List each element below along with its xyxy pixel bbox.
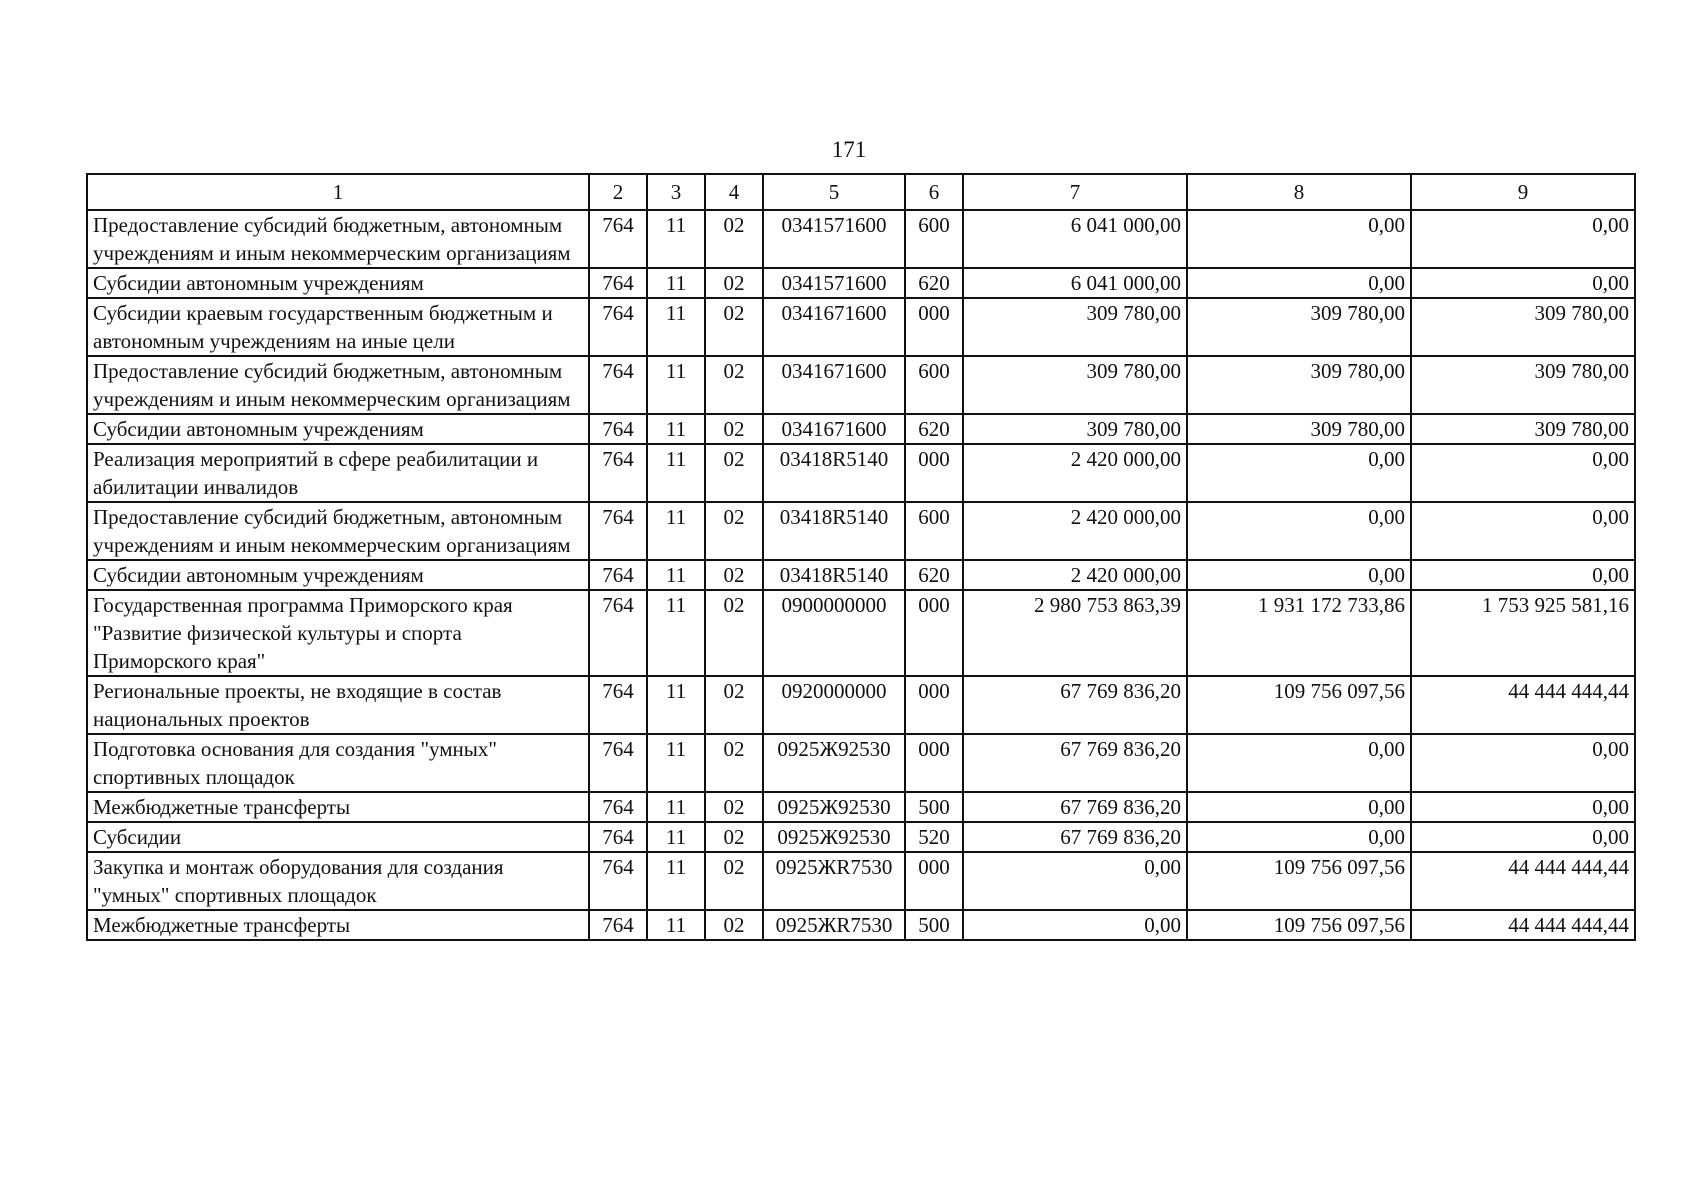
- row-amount-c9: 44 444 444,44: [1411, 852, 1635, 910]
- row-code-c5: 03418R5140: [763, 560, 905, 590]
- row-code-c5: 0925Ж92530: [763, 792, 905, 822]
- row-amount-c7: 6 041 000,00: [963, 268, 1187, 298]
- row-name: Субсидии автономным учреждениям: [87, 268, 589, 298]
- row-code-c6: 600: [905, 210, 963, 268]
- row-code-c6: 600: [905, 502, 963, 560]
- row-amount-c8: 109 756 097,56: [1187, 852, 1411, 910]
- table-row: [87, 822, 1635, 852]
- column-header: 9: [1411, 174, 1635, 210]
- row-name: Субсидии краевым государственным бюджетным и автономным учреждениям на иные цели: [87, 298, 589, 356]
- table-row: [87, 268, 1635, 298]
- row-amount-c8: 0,00: [1187, 560, 1411, 590]
- row-name: Предоставление субсидий бюджетным, автономным учреждениям и иным некоммерческим организациям: [87, 502, 589, 560]
- row-name: Межбюджетные трансферты: [87, 792, 589, 822]
- row-code-c4: 02: [705, 734, 763, 792]
- row-name: Межбюджетные трансферты: [87, 910, 589, 940]
- row-code-c2: 764: [589, 414, 647, 444]
- row-code-c6: 500: [905, 792, 963, 822]
- row-code-c3: 11: [647, 356, 705, 414]
- row-code-c5: 0341571600: [763, 210, 905, 268]
- row-name: Региональные проекты, не входящие в состав национальных проектов: [87, 676, 589, 734]
- row-code-c6: 620: [905, 560, 963, 590]
- row-name: Субсидии: [87, 822, 589, 852]
- row-code-c4: 02: [705, 560, 763, 590]
- row-code-c2: 764: [589, 502, 647, 560]
- row-amount-c7: 309 780,00: [963, 298, 1187, 356]
- row-amount-c7: 309 780,00: [963, 414, 1187, 444]
- row-amount-c9: 0,00: [1411, 444, 1635, 502]
- row-code-c4: 02: [705, 502, 763, 560]
- row-amount-c9: 0,00: [1411, 792, 1635, 822]
- row-amount-c7: 67 769 836,20: [963, 822, 1187, 852]
- column-header: 7: [963, 174, 1187, 210]
- row-code-c4: 02: [705, 414, 763, 444]
- row-code-c4: 02: [705, 822, 763, 852]
- row-code-c2: 764: [589, 910, 647, 940]
- row-code-c3: 11: [647, 210, 705, 268]
- row-name: Субсидии автономным учреждениям: [87, 560, 589, 590]
- header-row: [87, 174, 1635, 210]
- table-row: [87, 444, 1635, 502]
- row-code-c2: 764: [589, 444, 647, 502]
- row-code-c3: 11: [647, 792, 705, 822]
- table-row: [87, 734, 1635, 792]
- row-code-c3: 11: [647, 676, 705, 734]
- row-amount-c9: 0,00: [1411, 268, 1635, 298]
- table-row: [87, 910, 1635, 940]
- column-header: 4: [705, 174, 763, 210]
- row-code-c4: 02: [705, 268, 763, 298]
- table-row: [87, 676, 1635, 734]
- row-code-c2: 764: [589, 356, 647, 414]
- row-amount-c8: 109 756 097,56: [1187, 910, 1411, 940]
- row-amount-c8: 0,00: [1187, 734, 1411, 792]
- row-code-c3: 11: [647, 910, 705, 940]
- row-code-c6: 000: [905, 734, 963, 792]
- row-amount-c9: 44 444 444,44: [1411, 676, 1635, 734]
- page-number: 171: [831, 137, 867, 162]
- row-amount-c8: 309 780,00: [1187, 414, 1411, 444]
- row-amount-c7: 67 769 836,20: [963, 676, 1187, 734]
- row-code-c2: 764: [589, 590, 647, 676]
- row-code-c5: 03418R5140: [763, 502, 905, 560]
- column-header: 6: [905, 174, 963, 210]
- table-row: [87, 298, 1635, 356]
- row-name: Закупка и монтаж оборудования для создания "умных" спортивных площадок: [87, 852, 589, 910]
- row-code-c3: 11: [647, 590, 705, 676]
- table-row: [87, 414, 1635, 444]
- row-amount-c7: 2 420 000,00: [963, 560, 1187, 590]
- table-body: [87, 210, 1635, 940]
- row-code-c6: 000: [905, 590, 963, 676]
- row-amount-c8: 0,00: [1187, 502, 1411, 560]
- row-code-c3: 11: [647, 414, 705, 444]
- table-row: [87, 502, 1635, 560]
- table-row: [87, 852, 1635, 910]
- row-amount-c9: 0,00: [1411, 210, 1635, 268]
- table-row: [87, 356, 1635, 414]
- row-amount-c8: 0,00: [1187, 268, 1411, 298]
- row-amount-c9: 0,00: [1411, 502, 1635, 560]
- row-code-c4: 02: [705, 444, 763, 502]
- row-name: Субсидии автономным учреждениям: [87, 414, 589, 444]
- row-name: Предоставление субсидий бюджетным, автономным учреждениям и иным некоммерческим организациям: [87, 356, 589, 414]
- row-name: Подготовка основания для создания "умных" спортивных площадок: [87, 734, 589, 792]
- row-code-c2: 764: [589, 676, 647, 734]
- table-row: [87, 560, 1635, 590]
- row-code-c4: 02: [705, 676, 763, 734]
- row-code-c5: 0900000000: [763, 590, 905, 676]
- row-code-c2: 764: [589, 268, 647, 298]
- row-amount-c9: 44 444 444,44: [1411, 910, 1635, 940]
- row-code-c6: 600: [905, 356, 963, 414]
- row-amount-c7: 0,00: [963, 852, 1187, 910]
- row-amount-c8: 0,00: [1187, 792, 1411, 822]
- row-code-c2: 764: [589, 560, 647, 590]
- row-code-c2: 764: [589, 734, 647, 792]
- column-header: 2: [589, 174, 647, 210]
- row-code-c3: 11: [647, 734, 705, 792]
- row-code-c4: 02: [705, 356, 763, 414]
- row-code-c3: 11: [647, 560, 705, 590]
- row-amount-c9: 0,00: [1411, 560, 1635, 590]
- row-code-c5: 0925ЖR7530: [763, 910, 905, 940]
- row-amount-c9: 0,00: [1411, 822, 1635, 852]
- row-code-c4: 02: [705, 590, 763, 676]
- row-amount-c7: 2 420 000,00: [963, 502, 1187, 560]
- row-code-c2: 764: [589, 298, 647, 356]
- row-amount-c9: 1 753 925 581,16: [1411, 590, 1635, 676]
- row-code-c5: 0341571600: [763, 268, 905, 298]
- row-amount-c8: 0,00: [1187, 444, 1411, 502]
- row-amount-c9: 309 780,00: [1411, 356, 1635, 414]
- row-amount-c7: 2 420 000,00: [963, 444, 1187, 502]
- row-code-c5: 0341671600: [763, 356, 905, 414]
- row-amount-c7: 309 780,00: [963, 356, 1187, 414]
- row-code-c4: 02: [705, 910, 763, 940]
- row-amount-c8: 0,00: [1187, 210, 1411, 268]
- budget-table: [86, 173, 1636, 941]
- row-code-c2: 764: [589, 792, 647, 822]
- row-code-c6: 620: [905, 268, 963, 298]
- row-code-c4: 02: [705, 792, 763, 822]
- row-code-c3: 11: [647, 298, 705, 356]
- row-name: Предоставление субсидий бюджетным, автономным учреждениям и иным некоммерческим организациям: [87, 210, 589, 268]
- row-code-c6: 000: [905, 444, 963, 502]
- row-name: Реализация мероприятий в сфере реабилитации и абилитации инвалидов: [87, 444, 589, 502]
- row-code-c5: 03418R5140: [763, 444, 905, 502]
- row-amount-c8: 1 931 172 733,86: [1187, 590, 1411, 676]
- row-amount-c7: 67 769 836,20: [963, 734, 1187, 792]
- row-code-c6: 500: [905, 910, 963, 940]
- column-header: 1: [87, 174, 589, 210]
- column-header: 8: [1187, 174, 1411, 210]
- row-code-c5: 0925Ж92530: [763, 822, 905, 852]
- row-amount-c9: 0,00: [1411, 734, 1635, 792]
- row-name: Государственная программа Приморского края "Развитие физической культуры и спорта Приморского края": [87, 590, 589, 676]
- row-amount-c8: 109 756 097,56: [1187, 676, 1411, 734]
- row-code-c4: 02: [705, 852, 763, 910]
- row-code-c5: 0920000000: [763, 676, 905, 734]
- row-code-c3: 11: [647, 852, 705, 910]
- row-code-c4: 02: [705, 298, 763, 356]
- row-amount-c8: 309 780,00: [1187, 298, 1411, 356]
- row-amount-c7: 67 769 836,20: [963, 792, 1187, 822]
- row-code-c2: 764: [589, 822, 647, 852]
- row-amount-c9: 309 780,00: [1411, 298, 1635, 356]
- row-amount-c8: 309 780,00: [1187, 356, 1411, 414]
- row-code-c6: 000: [905, 298, 963, 356]
- row-code-c2: 764: [589, 852, 647, 910]
- row-code-c3: 11: [647, 268, 705, 298]
- row-code-c3: 11: [647, 444, 705, 502]
- table-row: [87, 792, 1635, 822]
- row-code-c6: 520: [905, 822, 963, 852]
- row-code-c5: 0925ЖR7530: [763, 852, 905, 910]
- table-row: [87, 590, 1635, 676]
- column-header: 5: [763, 174, 905, 210]
- row-code-c6: 000: [905, 852, 963, 910]
- row-amount-c7: 0,00: [963, 910, 1187, 940]
- row-amount-c7: 6 041 000,00: [963, 210, 1187, 268]
- row-code-c6: 000: [905, 676, 963, 734]
- row-code-c2: 764: [589, 210, 647, 268]
- row-code-c3: 11: [647, 822, 705, 852]
- row-amount-c8: 0,00: [1187, 822, 1411, 852]
- row-code-c5: 0925Ж92530: [763, 734, 905, 792]
- row-code-c4: 02: [705, 210, 763, 268]
- row-code-c5: 0341671600: [763, 414, 905, 444]
- row-code-c6: 620: [905, 414, 963, 444]
- row-amount-c9: 309 780,00: [1411, 414, 1635, 444]
- table-row: [87, 210, 1635, 268]
- row-code-c5: 0341671600: [763, 298, 905, 356]
- row-amount-c7: 2 980 753 863,39: [963, 590, 1187, 676]
- row-code-c3: 11: [647, 502, 705, 560]
- column-header: 3: [647, 174, 705, 210]
